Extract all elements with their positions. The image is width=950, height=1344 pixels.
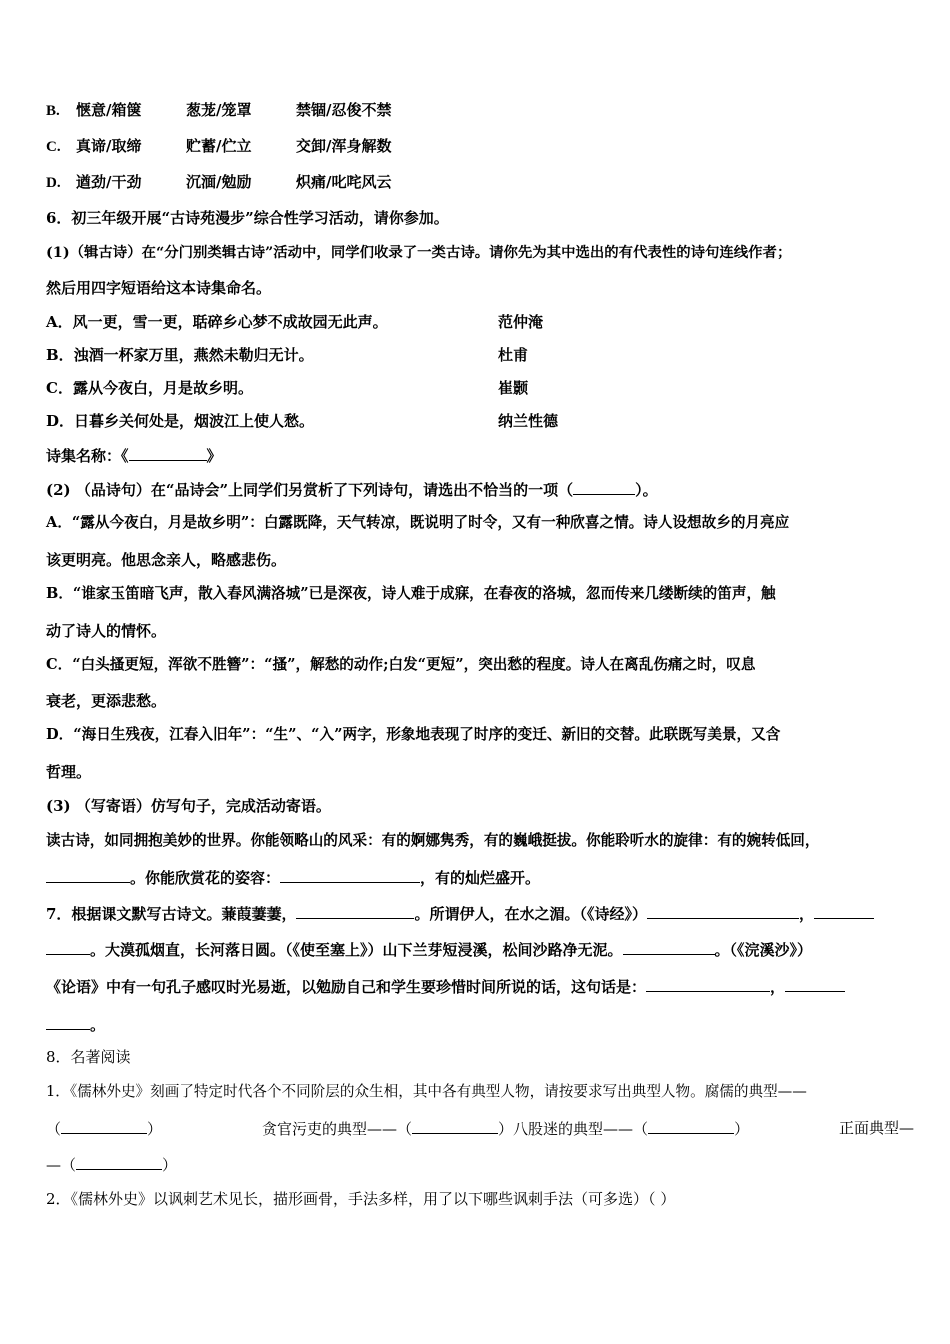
option-word: 遒劲/干劲	[76, 173, 142, 191]
q7-prompt: 7．根据课文默写古诗文。蒹葭萋萋，	[46, 905, 297, 923]
q7-blank-4[interactable]	[623, 938, 715, 955]
option-label: B.	[46, 103, 60, 119]
q6-part3-title: (3) （写寄语）仿写句子，完成活动寄语。	[46, 797, 331, 815]
match-item-c	[46, 377, 914, 399]
q8-s1-line3	[46, 1153, 914, 1176]
part3-mid: 。你能欣赏花的姿容：	[130, 869, 281, 887]
flower-blank[interactable]	[280, 866, 420, 883]
part2-option-b-line1: B．“谁家玉笛暗飞声，散入春风满洛城”已是深夜，诗人难于成寐，在春夜的洛城，忽而传来几缕断续的笛声，触	[46, 585, 776, 602]
part3-end: ，有的灿烂盛开。	[420, 869, 541, 887]
part2-answer-blank[interactable]	[573, 478, 635, 495]
part2-prompt: (2) （品诗句）在“品诗会”上同学们另赏析了下列诗句，请选出不恰当的一项（	[46, 481, 574, 499]
corrupt-official-blank[interactable]	[412, 1117, 498, 1134]
water-blank[interactable]	[46, 866, 130, 883]
option-word: 交卸/浑身解数	[296, 137, 392, 155]
bracket-close: ）	[147, 1120, 163, 1138]
match-line: A．风一更，雪一更，聒碎乡心梦不成故园无此声。	[46, 313, 388, 331]
option-c-row	[46, 135, 391, 158]
q7-blank-3b[interactable]	[46, 938, 90, 955]
part2-option-a-line2: 该更明亮。他思念亲人，略感悲伤。	[46, 551, 287, 569]
q8-title: 8．名著阅读	[46, 1048, 131, 1066]
match-author: 纳兰性德	[498, 412, 559, 430]
pedant-blank[interactable]	[61, 1117, 147, 1134]
q7-comma: ，	[770, 978, 786, 996]
match-author: 崔颢	[498, 379, 529, 397]
collection-close: 》	[206, 447, 222, 465]
match-author: 杜甫	[498, 346, 529, 364]
q8-s1-line1: 1．《儒林外史》刻画了特定时代各个不同阶层的众生相，其中各有典型人物，请按要求写出典型人物。腐儒的典型——	[46, 1083, 807, 1100]
q6-part1-line2: 然后用四字短语给这本诗集命名。	[46, 279, 272, 297]
q7-text: 。大漠孤烟直，长河落日圆。（《使至塞上》）山下兰芽短浸溪，松间沙路净无泥。	[90, 941, 623, 959]
match-line: B．浊酒一杯家万里，燕然未勒归无计。	[46, 346, 314, 364]
q7-line4	[46, 1013, 914, 1036]
q7-text: 。所谓伊人，在水之湄。（《诗经》）	[414, 905, 647, 923]
option-word: 沉湎/勉励	[186, 173, 252, 191]
part2-option-a-line1: A．“露从今夜白，月是故乡明”：白露既降，天气转凉，既说明了时令，又有一种欣喜之情。诗人设想故乡的月亮应	[46, 514, 790, 531]
q7-blank-3[interactable]	[814, 902, 874, 919]
option-word: 葱茏/笼罩	[186, 101, 252, 119]
exam-fan-label: ）八股迷的典型——（	[498, 1120, 649, 1138]
bracket-close: ）	[162, 1156, 178, 1174]
part2-option-d-line1: D．“海日生残夜，江春入旧年”：“生”、“入”两字，形象地表现了时序的变迁、新旧的交替。此联既写美景，又含	[46, 726, 781, 743]
q8-s1-line2	[46, 1117, 914, 1140]
collection-label: 诗集名称：《	[46, 447, 129, 465]
q7-end: 。	[90, 1016, 106, 1034]
q7-blank-1[interactable]	[296, 902, 414, 919]
part2-close: ）。	[635, 481, 658, 499]
q7-lunyu: 《论语》中有一句孔子感叹时光易逝，以勉励自己和学生要珍惜时间所说的话，这句话是：	[46, 978, 647, 996]
option-word: 炽痛/叱咤风云	[296, 173, 392, 191]
option-word: 真谛/取缔	[76, 137, 142, 155]
q7-blank-2[interactable]	[647, 902, 799, 919]
positive-type-label: 正面典型—	[838, 1119, 914, 1137]
bracket-close: ）	[734, 1120, 750, 1138]
option-label: C.	[46, 139, 61, 155]
part2-option-d-line2: 哲理。	[46, 763, 92, 781]
part2-option-b-line2: 动了诗人的情怀。	[46, 622, 167, 640]
q7-comma: ，	[798, 905, 814, 923]
option-b-row	[46, 99, 391, 122]
option-word: 禁锢/忍俊不禁	[296, 101, 392, 119]
positive-type-blank[interactable]	[76, 1153, 162, 1170]
bracket-open: （	[46, 1120, 62, 1138]
exam-fan-blank[interactable]	[648, 1117, 734, 1134]
q7-source: 。（《浣溪沙》）	[714, 941, 813, 959]
q7-blank-6[interactable]	[785, 975, 845, 992]
collection-name-row	[46, 444, 914, 467]
part2-option-c-line2: 衰老，更添悲愁。	[46, 692, 167, 710]
q6-part3-line2	[46, 866, 914, 889]
q7-line1	[46, 902, 914, 925]
match-item-d	[46, 410, 914, 432]
option-d-row	[46, 171, 391, 194]
q7-blank-5[interactable]	[646, 975, 770, 992]
match-line: D．日暮乡关何处是，烟波江上使人愁。	[46, 412, 315, 430]
corrupt-official-label: 贪官污吏的典型——（	[262, 1120, 413, 1138]
q6-part3-line1: 读古诗，如同拥抱美妙的世界。你能领略山的风采：有的婀娜隽秀，有的巍峨挺拔。你能聆听水的旋律：有的婉转低回，	[46, 832, 820, 849]
q8-s2: 2．《儒林外史》以讽刺艺术见长，描形画骨，手法多样，用了以下哪些讽刺手法（可多选）（ ）	[46, 1190, 676, 1208]
dash-open: —（	[46, 1156, 77, 1174]
q6-part1-line1: (1)（辑古诗）在“分门别类辑古诗”活动中，同学们收录了一类古诗。请你先为其中选出的有代表性的诗句连线作者；	[46, 244, 792, 261]
match-author: 范仲淹	[498, 313, 544, 331]
q6-part2-line1	[46, 478, 914, 501]
option-word: 惬意/箱箧	[76, 101, 142, 119]
match-line: C．露从今夜白，月是故乡明。	[46, 379, 253, 397]
q7-line3	[46, 975, 914, 998]
q7-blank-6b[interactable]	[46, 1013, 90, 1030]
part2-option-c-line1: C．“白头搔更短，浑欲不胜簪”：“搔”，解愁的动作;白发“更短”，突出愁的程度。诗人在离乱伤痛之时，叹息	[46, 656, 756, 673]
option-word: 贮蓄/伫立	[186, 137, 252, 155]
option-label: D.	[46, 175, 61, 191]
collection-blank[interactable]	[129, 444, 207, 461]
match-item-b	[46, 344, 914, 366]
q7-line2	[46, 938, 914, 961]
match-item-a	[46, 311, 914, 333]
q6-title: 6．初三年级开展“古诗苑漫步”综合性学习活动，请你参加。	[46, 209, 449, 227]
